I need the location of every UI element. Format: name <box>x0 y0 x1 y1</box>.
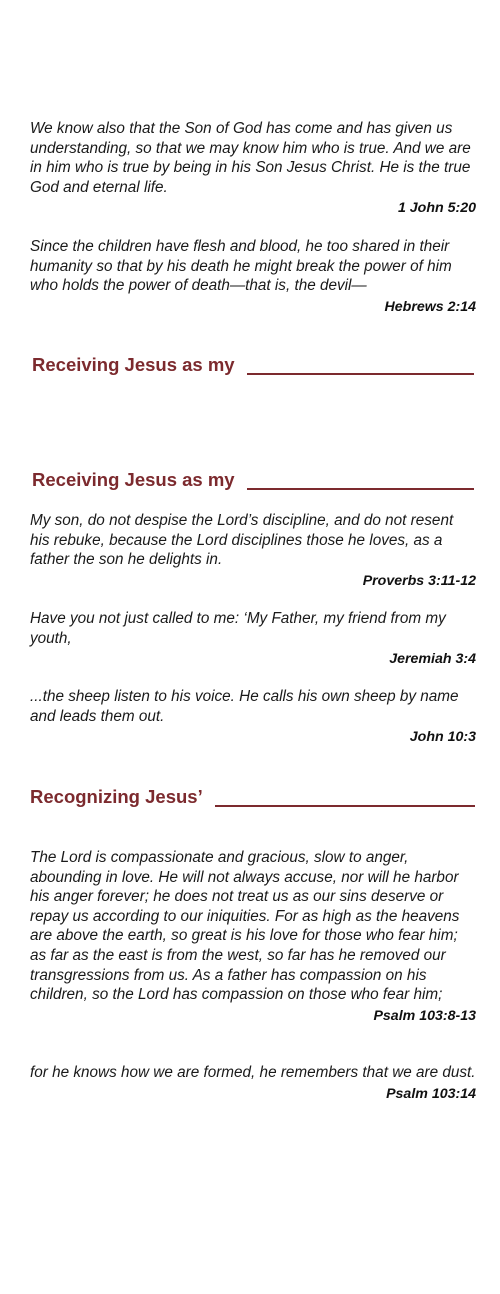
verse-text: for he knows how we are formed, he remembers that we are dust. <box>30 1064 476 1081</box>
fill-in-blank-line <box>215 804 475 807</box>
verse-reference: 1 John 5:20 <box>397 200 476 217</box>
fill-in-blank-line <box>247 372 474 375</box>
fill-in-blank-line <box>247 487 474 490</box>
verse-reference: Jeremiah 3:4 <box>389 651 476 668</box>
heading-text: Recognizing Jesus’ <box>30 786 203 807</box>
verse-block-1-john-5-20 <box>30 119 476 217</box>
verse-text: Since the children have flesh and blood, he too shared in their humanity so that by his death he might break the power of him who holds the power of death—that is, the devil— <box>30 238 452 295</box>
verse-reference: Hebrews 2:14 <box>384 298 476 315</box>
section-heading-2 <box>32 469 474 491</box>
verse-text: ...the sheep listen to his voice. He calls his own sheep by name and leads them out. <box>30 688 459 725</box>
verse-block-john-10-3 <box>30 687 476 746</box>
section-heading-3 <box>30 786 475 808</box>
section-heading-1 <box>32 354 474 376</box>
verse-block-proverbs-3-11-12 <box>30 511 476 590</box>
verse-reference: John 10:3 <box>409 729 476 746</box>
verse-reference: Psalm 103:14 <box>386 1085 476 1102</box>
verse-reference: Proverbs 3:11-12 <box>362 572 476 589</box>
verse-text: We know also that the Son of God has come and has given us understanding, so that we may know him who is true. And we are in him who is true by being in his Son Jesus Christ. He is the true God and eternal life. <box>30 120 471 196</box>
heading-text: Receiving Jesus as my <box>32 354 235 375</box>
heading-text: Receiving Jesus as my <box>32 469 235 490</box>
verse-text: The Lord is compassionate and gracious, slow to anger, abounding in love. He will not always accuse, nor will he harbor his anger forever; he does not treat us as our sins deserve or repay us according to our iniquities. For as high as the heavens are above the earth, so great is his love for those who fear him; as far as the east is from the west, so far has he removed our transgressions from us. As a father has compassion on his children, so the Lord has compassion on those who fear him; <box>30 849 460 1004</box>
verse-text: Have you not just called to me: ‘My Father, my friend from my youth, <box>30 610 446 647</box>
verse-text: My son, do not despise the Lord’s discipline, and do not resent his rebuke, because the Lord disciplines those he loves, as a father the son he delights in. <box>30 512 454 569</box>
verse-reference: Psalm 103:8-13 <box>373 1007 476 1024</box>
verse-block-psalm-103-8-13 <box>30 848 476 1025</box>
verse-block-psalm-103-14 <box>30 1063 476 1103</box>
verse-block-hebrews-2-14 <box>30 237 476 316</box>
verse-block-jeremiah-3-4 <box>30 609 476 668</box>
